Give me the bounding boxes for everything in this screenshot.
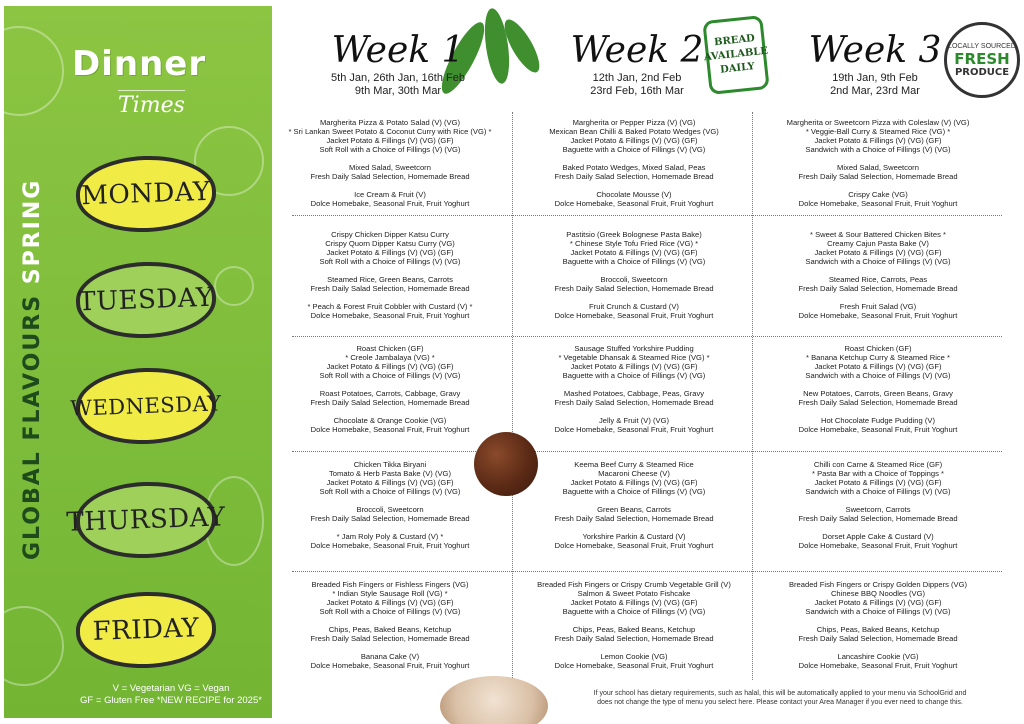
sides — [760, 389, 996, 407]
main-courses — [272, 230, 508, 266]
footnote-line: does not change the type of menu you select here. Please contact your Area Manager if you ever need to change this. — [597, 699, 963, 706]
menu-item: Fresh Daily Salad Selection, Homemade Bread — [310, 171, 470, 181]
main-courses — [760, 580, 996, 616]
menu-item: Chips, Peas, Baked Beans, Ketchup — [816, 624, 940, 634]
menu-cell — [516, 344, 752, 442]
menu-item: Jacket Potato & Fillings (V) (VG) (GF) — [570, 478, 698, 488]
menu-item: Banana Cake (V) — [360, 651, 420, 661]
menu-item: Fruit Crunch & Custard (V) — [589, 301, 679, 311]
week-title: Week 2 — [570, 30, 704, 71]
menu-item: Fresh Daily Salad Selection, Homemade Bread — [798, 283, 958, 293]
menu-item: Baguette with a Choice of Fillings (V) (VG) — [562, 145, 706, 155]
desserts — [516, 190, 752, 208]
menu-item: Broccoli, Sweetcorn — [356, 504, 424, 514]
menu-item: Margherita or Pepper Pizza (V) (VG) — [572, 118, 696, 127]
menu-cell — [516, 580, 752, 678]
menu-item: Soft Roll with a Choice of Fillings (V) (VG) — [319, 145, 461, 155]
sides — [516, 389, 752, 407]
menu-item: Fresh Fruit Salad (VG) — [839, 301, 917, 311]
menu-item: Sandwich with a Choice of Fillings (V) (VG) — [805, 257, 951, 267]
dietary-footnote — [560, 689, 1000, 707]
badge-line: FRESH — [954, 49, 1010, 68]
desserts — [760, 652, 996, 670]
menu-item: * Pasta Bar with a Choice of Toppings * — [812, 469, 944, 479]
menu-item: Soft Roll with a Choice of Fillings (V) (VG) — [319, 487, 461, 497]
menu-item: Dorset Apple Cake & Custard (V) — [822, 531, 934, 541]
menu-item: Margherita or Sweetcorn Pizza with Coleslaw (V) (VG) — [786, 118, 970, 127]
menu-item: Lancashire Cookie (VG) — [837, 651, 919, 661]
menu-cell — [760, 118, 996, 216]
menu-item: * Veggie-Ball Curry & Steamed Rice (VG) * — [805, 127, 951, 137]
menu-item: Sandwich with a Choice of Fillings (V) (VG) — [805, 607, 951, 617]
desserts — [516, 302, 752, 320]
menu-item: Dolce Homebake, Seasonal Fruit, Fruit Yoghurt — [310, 310, 470, 320]
menu-item: New Potatoes, Carrots, Green Beans, Gravy — [803, 388, 953, 398]
main-courses — [760, 344, 996, 380]
sides — [516, 275, 752, 293]
menu-item: Fresh Daily Salad Selection, Homemade Bread — [554, 633, 714, 643]
menu-item: Baguette with a Choice of Fillings (V) (VG) — [562, 487, 706, 497]
menu-item: Hot Chocolate Fudge Pudding (V) — [821, 415, 935, 425]
menu-item: Dolce Homebake, Seasonal Fruit, Fruit Yoghurt — [554, 424, 714, 434]
sides — [760, 163, 996, 181]
peppercorn-bowl-image — [474, 432, 538, 496]
menu-item: Dolce Homebake, Seasonal Fruit, Fruit Yoghurt — [310, 540, 470, 550]
day-label-tuesday: TUESDAY — [75, 260, 218, 341]
menu-item: Keema Beef Curry & Steamed Rice — [574, 460, 694, 469]
row-divider — [292, 336, 1002, 337]
menu-item: Fresh Daily Salad Selection, Homemade Bread — [798, 171, 958, 181]
menu-row-thursday — [272, 460, 1020, 558]
menu-item: Soft Roll with a Choice of Fillings (V) (VG) — [319, 257, 461, 267]
menu-item: * Sweet & Sour Battered Chicken Bites * — [810, 230, 946, 239]
menu-item: Soft Roll with a Choice of Fillings (V) (VG) — [319, 607, 461, 617]
menu-item: * Peach & Forest Fruit Cobbler with Custard (V) * — [307, 301, 473, 311]
menu-row-friday — [272, 580, 1020, 678]
menu-item: Jacket Potato & Fillings (V) (VG) (GF) — [814, 248, 942, 258]
menu-item: Jacket Potato & Fillings (V) (VG) (GF) — [570, 598, 698, 608]
week-dates: 5th Jan, 26th Jan, 16th Feb — [331, 72, 465, 84]
menu-item: Sandwich with a Choice of Fillings (V) (VG) — [805, 371, 951, 381]
menu-row-wednesday — [272, 344, 1020, 442]
menu-item: Dolce Homebake, Seasonal Fruit, Fruit Yoghurt — [554, 198, 714, 208]
desserts — [760, 190, 996, 208]
menu-item: Jacket Potato & Fillings (V) (VG) (GF) — [326, 136, 454, 146]
main-courses — [760, 460, 996, 496]
sides — [760, 625, 996, 643]
menu-item: Lemon Cookie (VG) — [600, 651, 668, 661]
badge-line: AVAILABLE — [703, 45, 769, 64]
menu-item: Jacket Potato & Fillings (V) (VG) (GF) — [570, 248, 698, 258]
sides — [272, 389, 508, 407]
menu-item: Fresh Daily Salad Selection, Homemade Bread — [554, 171, 714, 181]
desserts — [272, 416, 508, 434]
menu-item: Steamed Rice, Carrots, Peas — [828, 274, 928, 284]
desserts — [760, 302, 996, 320]
main-courses — [272, 118, 508, 154]
menu-item: Soft Roll with a Choice of Fillings (V) (VG) — [319, 371, 461, 381]
dietary-legend — [66, 683, 276, 707]
menu-item: Jacket Potato & Fillings (V) (VG) (GF) — [814, 478, 942, 488]
menu-item: Baguette with a Choice of Fillings (V) (VG) — [562, 257, 706, 267]
food-bowl-image — [440, 676, 548, 724]
menu-item: Dolce Homebake, Seasonal Fruit, Fruit Yoghurt — [554, 660, 714, 670]
week-header-2 — [522, 30, 752, 98]
week-title: Week 3 — [808, 30, 942, 71]
desserts — [516, 652, 752, 670]
main-courses — [516, 118, 752, 154]
menu-item: Ice Cream & Fruit (V) — [354, 189, 426, 199]
main-courses — [516, 460, 752, 496]
menu-item: Fresh Daily Salad Selection, Homemade Bread — [310, 513, 470, 523]
sides — [760, 505, 996, 523]
menu-cell — [516, 118, 752, 216]
menu-item: Steamed Rice, Green Beans, Carrots — [327, 274, 453, 284]
main-courses — [272, 460, 508, 496]
menu-row-tuesday — [272, 230, 1020, 328]
menu-item: Mixed Salad, Sweetcorn — [349, 162, 431, 172]
menu-item: * Creole Jambalaya (VG) * — [345, 353, 435, 363]
main-courses — [760, 230, 996, 266]
menu-cell — [760, 344, 996, 442]
main-courses — [516, 580, 752, 616]
day-label-friday: FRIDAY — [75, 590, 218, 671]
main-courses — [516, 344, 752, 380]
badge-line: PRODUCE — [954, 66, 1010, 78]
row-divider — [292, 451, 1002, 452]
desserts — [272, 652, 508, 670]
day-label-monday: MONDAY — [75, 154, 218, 235]
menu-item: Margherita Pizza & Potato Salad (V) (VG) — [319, 118, 461, 127]
desserts — [516, 416, 752, 434]
main-courses — [272, 344, 508, 380]
menu-cell — [516, 230, 752, 328]
sides — [272, 163, 508, 181]
menu-item: Jacket Potato & Fillings (V) (VG) (GF) — [326, 478, 454, 488]
menu-item: Tomato & Herb Pasta Bake (V) (VG) — [329, 469, 451, 479]
menu-item: Dolce Homebake, Seasonal Fruit, Fruit Yoghurt — [798, 310, 958, 320]
menu-item: Fresh Daily Salad Selection, Homemade Bread — [310, 633, 470, 643]
menu-subtitle: Times — [118, 90, 185, 118]
menu-item: * Vegetable Dhansak & Steamed Rice (VG) * — [558, 353, 710, 363]
menu-item: Jacket Potato & Fillings (V) (VG) (GF) — [570, 362, 698, 372]
menu-item: Chips, Peas, Baked Beans, Ketchup — [572, 624, 696, 634]
menu-item: Sweetcorn, Carrots — [845, 504, 911, 514]
season-label-season: SPRING — [20, 178, 45, 285]
menu-item: Jacket Potato & Fillings (V) (VG) (GF) — [814, 136, 942, 146]
menu-item: Fresh Daily Salad Selection, Homemade Bread — [554, 397, 714, 407]
menu-item: Baguette with a Choice of Fillings (V) (VG) — [562, 607, 706, 617]
menu-item: Jacket Potato & Fillings (V) (VG) (GF) — [814, 598, 942, 608]
menu-item: Crispy Chicken Dipper Katsu Curry — [331, 230, 449, 239]
menu-row-monday — [272, 118, 1020, 216]
menu-item: * Jam Roly Poly & Custard (V) * — [336, 531, 444, 541]
sides — [272, 625, 508, 643]
menu-item: Crispy Quorn Dipper Katsu Curry (VG) — [325, 239, 455, 249]
menu-item: Breaded Fish Fingers or Crispy Crumb Vegetable Grill (V) — [537, 580, 731, 589]
menu-item: Chicken Tikka Biryani — [353, 460, 427, 469]
menu-item: Roast Chicken (GF) — [844, 344, 912, 353]
menu-item: Crispy Cake (VG) — [848, 189, 908, 199]
menu-item: Dolce Homebake, Seasonal Fruit, Fruit Yoghurt — [798, 424, 958, 434]
menu-item: Dolce Homebake, Seasonal Fruit, Fruit Yoghurt — [554, 540, 714, 550]
menu-item: Yorkshire Parkin & Custard (V) — [582, 531, 686, 541]
menu-item: Jacket Potato & Fillings (V) (VG) (GF) — [570, 136, 698, 146]
menu-item: Fresh Daily Salad Selection, Homemade Bread — [554, 513, 714, 523]
menu-item: Mexican Bean Chilli & Baked Potato Wedges (VG) — [549, 127, 719, 137]
menu-item: Salmon & Sweet Potato Fishcake — [577, 589, 691, 599]
menu-item: Macaroni Cheese (V) — [598, 469, 670, 479]
menu-item: Jacket Potato & Fillings (V) (VG) (GF) — [326, 248, 454, 258]
desserts — [760, 416, 996, 434]
row-divider — [292, 571, 1002, 572]
menu-cell — [760, 580, 996, 678]
menu-item: Dolce Homebake, Seasonal Fruit, Fruit Yoghurt — [798, 540, 958, 550]
menu-item: Dolce Homebake, Seasonal Fruit, Fruit Yoghurt — [310, 198, 470, 208]
menu-item: Chinese BBQ Noodles (VG) — [830, 589, 926, 599]
menu-item: Fresh Daily Salad Selection, Homemade Bread — [798, 397, 958, 407]
menu-item: Pastitsio (Greek Bolognese Pasta Bake) — [566, 230, 702, 239]
week-dates: 9th Mar, 30th Mar — [354, 85, 442, 97]
day-label-thursday: THURSDAY — [75, 480, 218, 561]
menu-item: * Sri Lankan Sweet Potato & Coconut Curry with Rice (VG) * — [288, 127, 492, 137]
footnote-line: If your school has dietary requirements, such as halal, this will be automatically applied to your menu via SchoolGrid and — [593, 690, 967, 697]
menu-item: Roast Chicken (GF) — [356, 344, 424, 353]
sides — [516, 505, 752, 523]
decorative-fruit-doodle — [214, 266, 254, 306]
menu-item: Creamy Cajun Pasta Bake (V) — [827, 239, 929, 249]
menu-item: Broccoli, Sweetcorn — [600, 274, 668, 284]
menu-item: Fresh Daily Salad Selection, Homemade Bread — [310, 283, 470, 293]
main-courses — [516, 230, 752, 266]
menu-item: Baguette with a Choice of Fillings (V) (VG) — [562, 371, 706, 381]
menu-item: Mixed Salad, Sweetcorn — [837, 162, 919, 172]
week-header-1 — [283, 30, 513, 98]
menu-item: Dolce Homebake, Seasonal Fruit, Fruit Yoghurt — [798, 660, 958, 670]
menu-item: Dolce Homebake, Seasonal Fruit, Fruit Yoghurt — [310, 660, 470, 670]
badge-line: DAILY — [719, 61, 756, 76]
sides — [272, 505, 508, 523]
desserts — [272, 532, 508, 550]
menu-item: Fresh Daily Salad Selection, Homemade Bread — [554, 283, 714, 293]
menu-item: Breaded Fish Fingers or Crispy Golden Dippers (VG) — [788, 580, 968, 589]
menu-item: Sandwich with a Choice of Fillings (V) (VG) — [805, 487, 951, 497]
decorative-fruit-doodle — [4, 606, 64, 686]
menu-title: Dinner — [72, 44, 207, 84]
menu-item: Sandwich with a Choice of Fillings (V) (VG) — [805, 145, 951, 155]
menu-cell — [516, 460, 752, 558]
desserts — [272, 302, 508, 320]
season-label — [20, 178, 45, 560]
season-label-theme: GLOBAL FLAVOURS — [20, 293, 45, 560]
week-header-3 — [760, 30, 990, 98]
decorative-fruit-doodle — [4, 26, 64, 116]
badge-line: BREAD — [713, 32, 756, 49]
menu-item: Mashed Potatoes, Cabbage, Peas, Gravy — [563, 388, 705, 398]
menu-item: Green Beans, Carrots — [597, 504, 671, 514]
menu-item: Dolce Homebake, Seasonal Fruit, Fruit Yoghurt — [310, 424, 470, 434]
menu-cell — [272, 460, 508, 558]
menu-item: Jacket Potato & Fillings (V) (VG) (GF) — [326, 598, 454, 608]
menu-item: Chocolate Mousse (V) — [596, 189, 672, 199]
menu-item: Chips, Peas, Baked Beans, Ketchup — [328, 624, 452, 634]
menu-cell — [272, 580, 508, 678]
week-title: Week 1 — [331, 30, 465, 71]
legend-line: GF = Gluten Free *NEW RECIPE for 2025* — [80, 695, 262, 706]
week-dates: 23rd Feb, 16th Mar — [590, 85, 684, 97]
sides — [516, 163, 752, 181]
legend-line: V = Vegetarian VG = Vegan — [112, 683, 230, 694]
menu-item: Fresh Daily Salad Selection, Homemade Bread — [798, 633, 958, 643]
menu-item: Chilli con Carne & Steamed Rice (GF) — [813, 460, 943, 469]
week-dates: 2nd Mar, 23rd Mar — [830, 85, 920, 97]
sides — [760, 275, 996, 293]
menu-item: Jacket Potato & Fillings (V) (VG) (GF) — [326, 362, 454, 372]
menu-cell — [272, 230, 508, 328]
main-courses — [760, 118, 996, 154]
desserts — [760, 532, 996, 550]
menu-cell — [760, 230, 996, 328]
sides — [272, 275, 508, 293]
menu-item: Dolce Homebake, Seasonal Fruit, Fruit Yoghurt — [554, 310, 714, 320]
menu-item: Jelly & Fruit (V) (VG) — [598, 415, 670, 425]
menu-item: * Banana Ketchup Curry & Steamed Rice * — [806, 353, 950, 363]
menu-item: Fresh Daily Salad Selection, Homemade Bread — [310, 397, 470, 407]
desserts — [272, 190, 508, 208]
menu-item: Breaded Fish Fingers or Fishless Fingers (VG) — [311, 580, 469, 589]
menu-item: Sausage Stuffed Yorkshire Pudding — [574, 344, 694, 353]
menu-item: * Indian Style Sausage Roll (VG) * — [332, 589, 448, 599]
week-dates: 19th Jan, 9th Feb — [832, 72, 918, 84]
menu-cell — [272, 344, 508, 442]
menu-item: Chocolate & Orange Cookie (VG) — [333, 415, 447, 425]
menu-item: Roast Potatoes, Carrots, Cabbage, Gravy — [319, 388, 461, 398]
main-courses — [272, 580, 508, 616]
menu-cell — [760, 460, 996, 558]
badge-line: LOCALLY SOURCED — [948, 42, 1016, 50]
desserts — [516, 532, 752, 550]
sides — [516, 625, 752, 643]
day-label-wednesday: WEDNESDAY — [75, 366, 218, 447]
menu-item: Dolce Homebake, Seasonal Fruit, Fruit Yoghurt — [798, 198, 958, 208]
week-dates: 12th Jan, 2nd Feb — [592, 72, 682, 84]
menu-item: Jacket Potato & Fillings (V) (VG) (GF) — [814, 362, 942, 372]
menu-item: Baked Potato Wedges, Mixed Salad, Peas — [562, 162, 706, 172]
menu-item: * Chinese Style Tofu Fried Rice (VG) * — [569, 239, 699, 249]
menu-item: Fresh Daily Salad Selection, Homemade Bread — [798, 513, 958, 523]
menu-cell — [272, 118, 508, 216]
